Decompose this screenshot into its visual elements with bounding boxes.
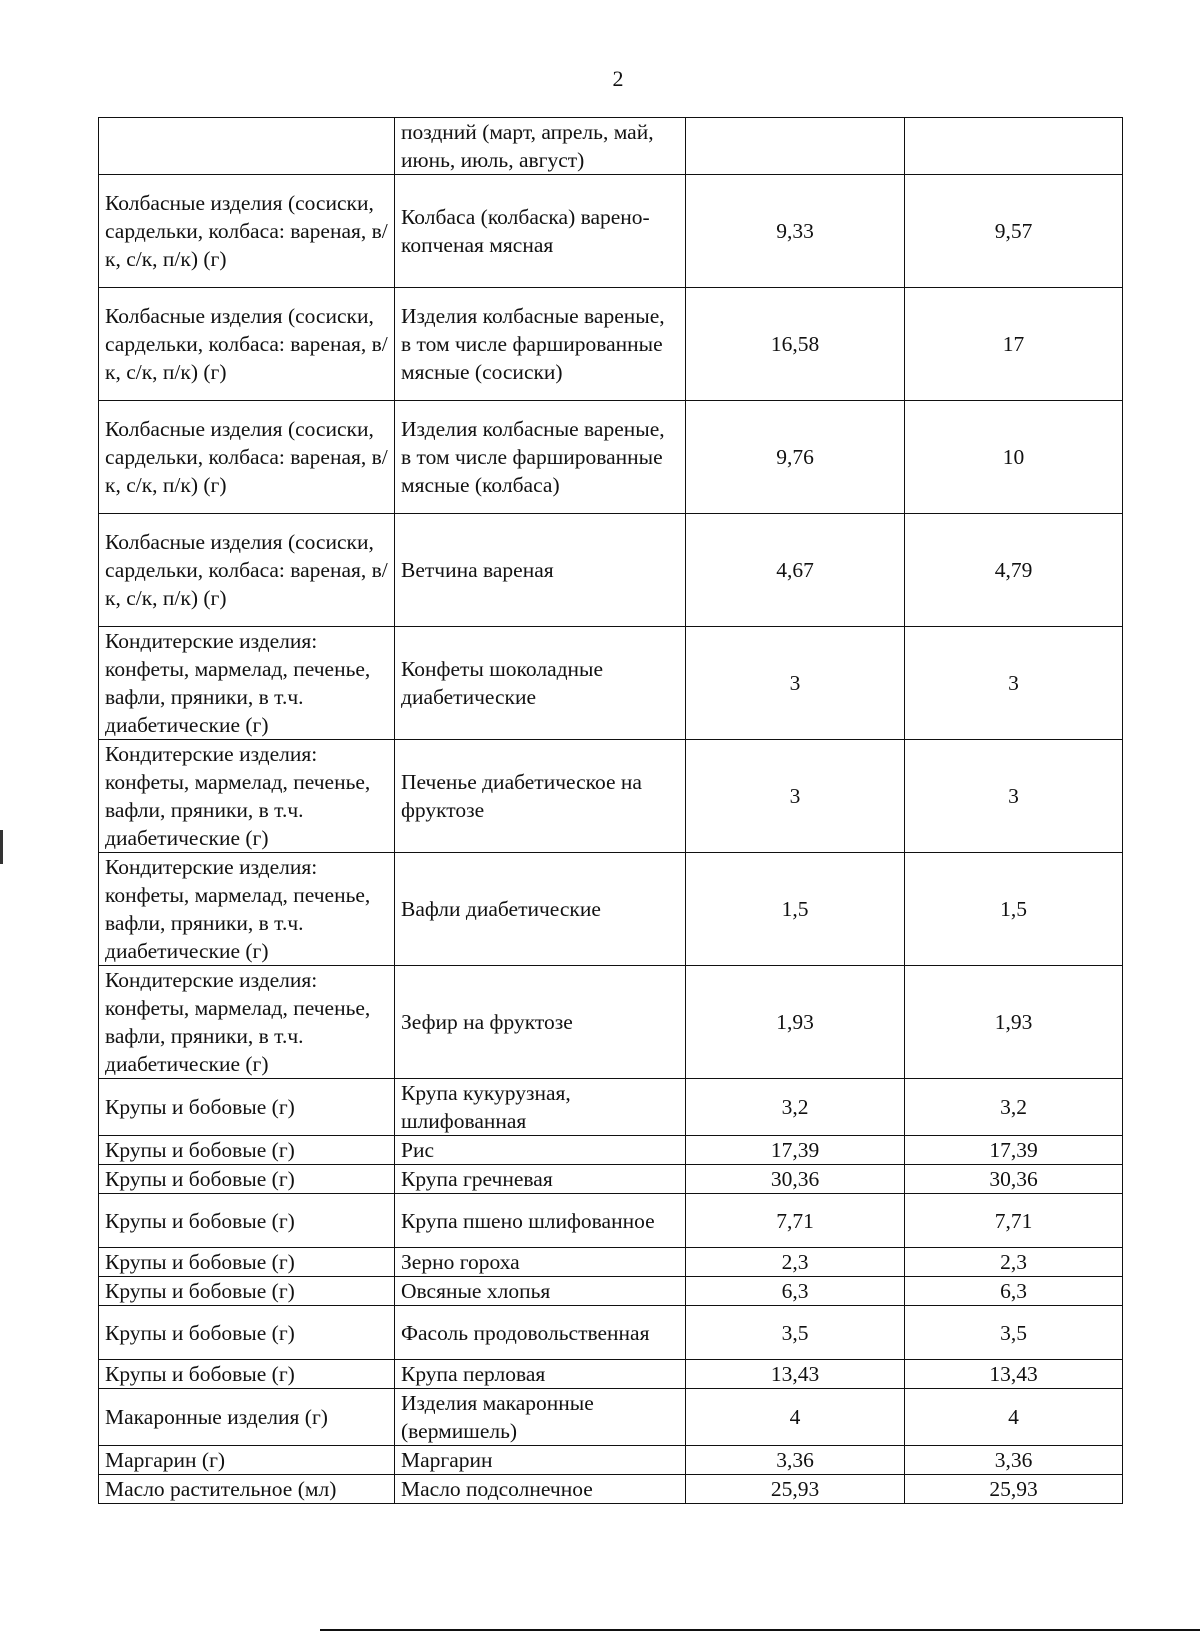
value-cell-2: 13,43 [905,1360,1123,1389]
category-cell: Колбасные изделия (сосиски, сардельки, колбаса: вареная, в/к, с/к, п/к) (г) [99,514,395,627]
table-row [99,401,1123,514]
value-cell-1: 4,67 [686,514,905,627]
value-cell-2: 2,3 [905,1248,1123,1277]
table-row [99,1194,1123,1248]
category-cell: Крупы и бобовые (г) [99,1360,395,1389]
table-row [99,853,1123,966]
value-cell-2: 10 [905,401,1123,514]
table-row [99,1389,1123,1446]
value-cell-1: 9,76 [686,401,905,514]
product-cell: Масло подсолнечное [395,1475,686,1504]
value-cell-2: 3 [905,627,1123,740]
value-cell-1: 3,2 [686,1079,905,1136]
table-row [99,1165,1123,1194]
value-cell-2: 6,3 [905,1277,1123,1306]
value-cell-2: 7,71 [905,1194,1123,1248]
product-cell: Зерно гороха [395,1248,686,1277]
value-cell-1: 6,3 [686,1277,905,1306]
product-cell: Фасоль продовольственная [395,1306,686,1360]
value-cell-2: 3,2 [905,1079,1123,1136]
category-cell: Крупы и бобовые (г) [99,1136,395,1165]
product-cell: Крупа пшено шлифованное [395,1194,686,1248]
product-cell: Зефир на фруктозе [395,966,686,1079]
product-cell: Крупа гречневая [395,1165,686,1194]
category-cell: Макаронные изделия (г) [99,1389,395,1446]
value-cell-2: 4,79 [905,514,1123,627]
table-row [99,1277,1123,1306]
value-cell-1: 1,93 [686,966,905,1079]
category-cell: Крупы и бобовые (г) [99,1248,395,1277]
product-cell: Колбаса (колбаска) варено-копченая мясная [395,175,686,288]
ration-table [98,117,1123,1504]
value-cell-1: 25,93 [686,1475,905,1504]
product-cell: Печенье диабетическое на фруктозе [395,740,686,853]
value-cell-2: 9,57 [905,175,1123,288]
product-cell: поздний (март, апрель, май, июнь, июль, август) [395,118,686,175]
table-row [99,1136,1123,1165]
value-cell-2: 3,5 [905,1306,1123,1360]
product-cell: Изделия колбасные вареные, в том числе фаршированные мясные (сосиски) [395,288,686,401]
category-cell: Колбасные изделия (сосиски, сардельки, колбаса: вареная, в/к, с/к, п/к) (г) [99,175,395,288]
category-cell: Крупы и бобовые (г) [99,1194,395,1248]
value-cell-1 [686,118,905,175]
table-row [99,1475,1123,1504]
category-cell: Колбасные изделия (сосиски, сардельки, колбаса: вареная, в/к, с/к, п/к) (г) [99,401,395,514]
table-row [99,175,1123,288]
product-cell: Изделия колбасные вареные, в том числе фаршированные мясные (колбаса) [395,401,686,514]
value-cell-2: 4 [905,1389,1123,1446]
table-row [99,627,1123,740]
product-cell: Изделия макаронные (вермишель) [395,1389,686,1446]
category-cell: Кондитерские изделия: конфеты, мармелад, печенье, вафли, пряники, в т.ч. диабетические (г) [99,966,395,1079]
value-cell-1: 3,5 [686,1306,905,1360]
value-cell-1: 30,36 [686,1165,905,1194]
product-cell: Вафли диабетические [395,853,686,966]
product-cell: Крупа кукурузная, шлифованная [395,1079,686,1136]
value-cell-2 [905,118,1123,175]
category-cell: Крупы и бобовые (г) [99,1277,395,1306]
page-number: 2 [612,66,624,91]
table-row [99,1248,1123,1277]
value-cell-1: 3 [686,627,905,740]
value-cell-2: 17,39 [905,1136,1123,1165]
value-cell-2: 25,93 [905,1475,1123,1504]
category-cell: Кондитерские изделия: конфеты, мармелад, печенье, вафли, пряники, в т.ч. диабетические (г) [99,740,395,853]
category-cell: Крупы и бобовые (г) [99,1165,395,1194]
value-cell-2: 1,93 [905,966,1123,1079]
value-cell-1: 16,58 [686,288,905,401]
value-cell-1: 2,3 [686,1248,905,1277]
category-cell [99,118,395,175]
category-cell: Масло растительное (мл) [99,1475,395,1504]
product-cell: Ветчина вареная [395,514,686,627]
table-row [99,118,1123,175]
table-row [99,288,1123,401]
product-cell: Овсяные хлопья [395,1277,686,1306]
product-cell: Маргарин [395,1446,686,1475]
value-cell-1: 7,71 [686,1194,905,1248]
value-cell-2: 3,36 [905,1446,1123,1475]
scan-edge-mark [0,830,3,864]
table-row [99,1446,1123,1475]
value-cell-1: 3 [686,740,905,853]
category-cell: Маргарин (г) [99,1446,395,1475]
value-cell-2: 3 [905,740,1123,853]
table-row [99,1306,1123,1360]
value-cell-1: 1,5 [686,853,905,966]
product-cell: Крупа перловая [395,1360,686,1389]
table-row [99,740,1123,853]
value-cell-1: 13,43 [686,1360,905,1389]
value-cell-2: 1,5 [905,853,1123,966]
product-cell: Конфеты шоколадные диабетические [395,627,686,740]
table-row [99,1079,1123,1136]
category-cell: Кондитерские изделия: конфеты, мармелад, печенье, вафли, пряники, в т.ч. диабетические (г) [99,627,395,740]
value-cell-1: 3,36 [686,1446,905,1475]
category-cell: Крупы и бобовые (г) [99,1079,395,1136]
value-cell-1: 17,39 [686,1136,905,1165]
value-cell-2: 17 [905,288,1123,401]
value-cell-2: 30,36 [905,1165,1123,1194]
category-cell: Крупы и бобовые (г) [99,1306,395,1360]
table-row [99,514,1123,627]
value-cell-1: 4 [686,1389,905,1446]
category-cell: Колбасные изделия (сосиски, сардельки, колбаса: вареная, в/к, с/к, п/к) (г) [99,288,395,401]
product-cell: Рис [395,1136,686,1165]
value-cell-1: 9,33 [686,175,905,288]
table-row [99,1360,1123,1389]
table-row [99,966,1123,1079]
category-cell: Кондитерские изделия: конфеты, мармелад, печенье, вафли, пряники, в т.ч. диабетические (г) [99,853,395,966]
